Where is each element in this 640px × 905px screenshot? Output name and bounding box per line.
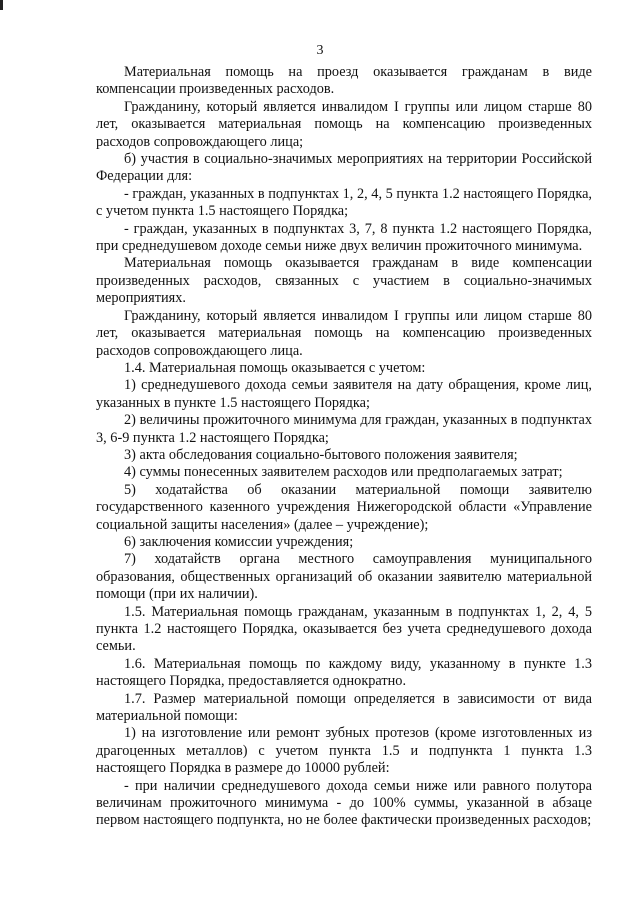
- paragraph: Материальная помощь на проезд оказывается гражданам в виде компенсации произведенных расходов.: [96, 64, 592, 98]
- document-body: [96, 64, 592, 830]
- paragraph: 4) суммы понесенных заявителем расходов или предполагаемых затрат;: [124, 464, 563, 481]
- paragraph: 6) заключения комиссии учреждения;: [124, 533, 354, 550]
- paragraph: Гражданину, который является инвалидом I группы или лицом старше 80 лет, оказывается материальная помощь на компенсацию произведенных расходов сопровождающего лица;: [96, 98, 592, 150]
- paragraph: 1.5. Материальная помощь гражданам, указанным в подпунктах 1, 2, 4, 5 пункта 1.2 настоящего Порядка, оказывается без учета среднедушевого дохода семьи.: [96, 603, 592, 655]
- paragraph: - граждан, указанных в подпунктах 3, 7, 8 пункта 1.2 настоящего Порядка, при среднедушевом доходе семьи ниже двух величин прожиточного минимума.: [96, 220, 592, 255]
- paragraph: 5) ходатайства об оказании материальной помощи заявителю государственного казенного учреждения Нижегородской области «Управление социальной защиты населения» (далее – учреждение);: [96, 481, 592, 533]
- paragraph: 1) среднедушевого дохода семьи заявителя на дату обращения, кроме лиц, указанных в пункте 1.5 настоящего Порядка;: [96, 377, 592, 411]
- paragraph: Материальная помощь оказывается гражданам в виде компенсации произведенных расходов, связанных с участием в социально-значимых мероприятиях.: [96, 255, 592, 307]
- paragraph: 1.6. Материальная помощь по каждому виду, указанному в пункте 1.3 настоящего Порядка, предоставляется однократно.: [96, 655, 592, 690]
- paragraph: - граждан, указанных в подпунктах 1, 2, 4, 5 пункта 1.2 настоящего Порядка, с учетом пункта 1.5 настоящего Порядка;: [96, 185, 592, 220]
- scan-edge-mark: [0, 0, 3, 10]
- paragraph: - при наличии среднедушевого дохода семьи ниже или равного полутора величинам прожиточного минимума - до 100% суммы, указанной в абзаце первом настоящего подпункта, но не более фактически произведенных расходов;: [96, 777, 592, 829]
- paragraph: 1.4. Материальная помощь оказывается с учетом:: [124, 359, 426, 376]
- paragraph: 3) акта обследования социально-бытового положения заявителя;: [124, 446, 518, 463]
- paragraph: 2) величины прожиточного минимума для граждан, указанных в подпунктах 3, 6-9 пункта 1.2 настоящего Порядка;: [96, 412, 592, 446]
- page-number: 3: [316, 43, 324, 58]
- paragraph: 7) ходатайств органа местного самоуправления муниципального образования, общественных организаций об оказании заявителю материальной помощи (при их наличии).: [96, 551, 592, 603]
- paragraph: 1.7. Размер материальной помощи определяется в зависимости от вида материальной помощи:: [96, 690, 592, 725]
- paragraph: б) участия в социально-значимых мероприятиях на территории Российской Федерации для:: [96, 151, 592, 185]
- paragraph: Гражданину, который является инвалидом I группы или лицом старше 80 лет, оказывается материальная помощь на компенсацию произведенных расходов сопровождающего лица.: [96, 307, 592, 359]
- paragraph: 1) на изготовление или ремонт зубных протезов (кроме изготовленных из драгоценных металлов) с учетом пункта 1.5 и подпункта 1 пункта 1.3 настоящего Порядка в размере до 10000 рублей:: [96, 725, 592, 777]
